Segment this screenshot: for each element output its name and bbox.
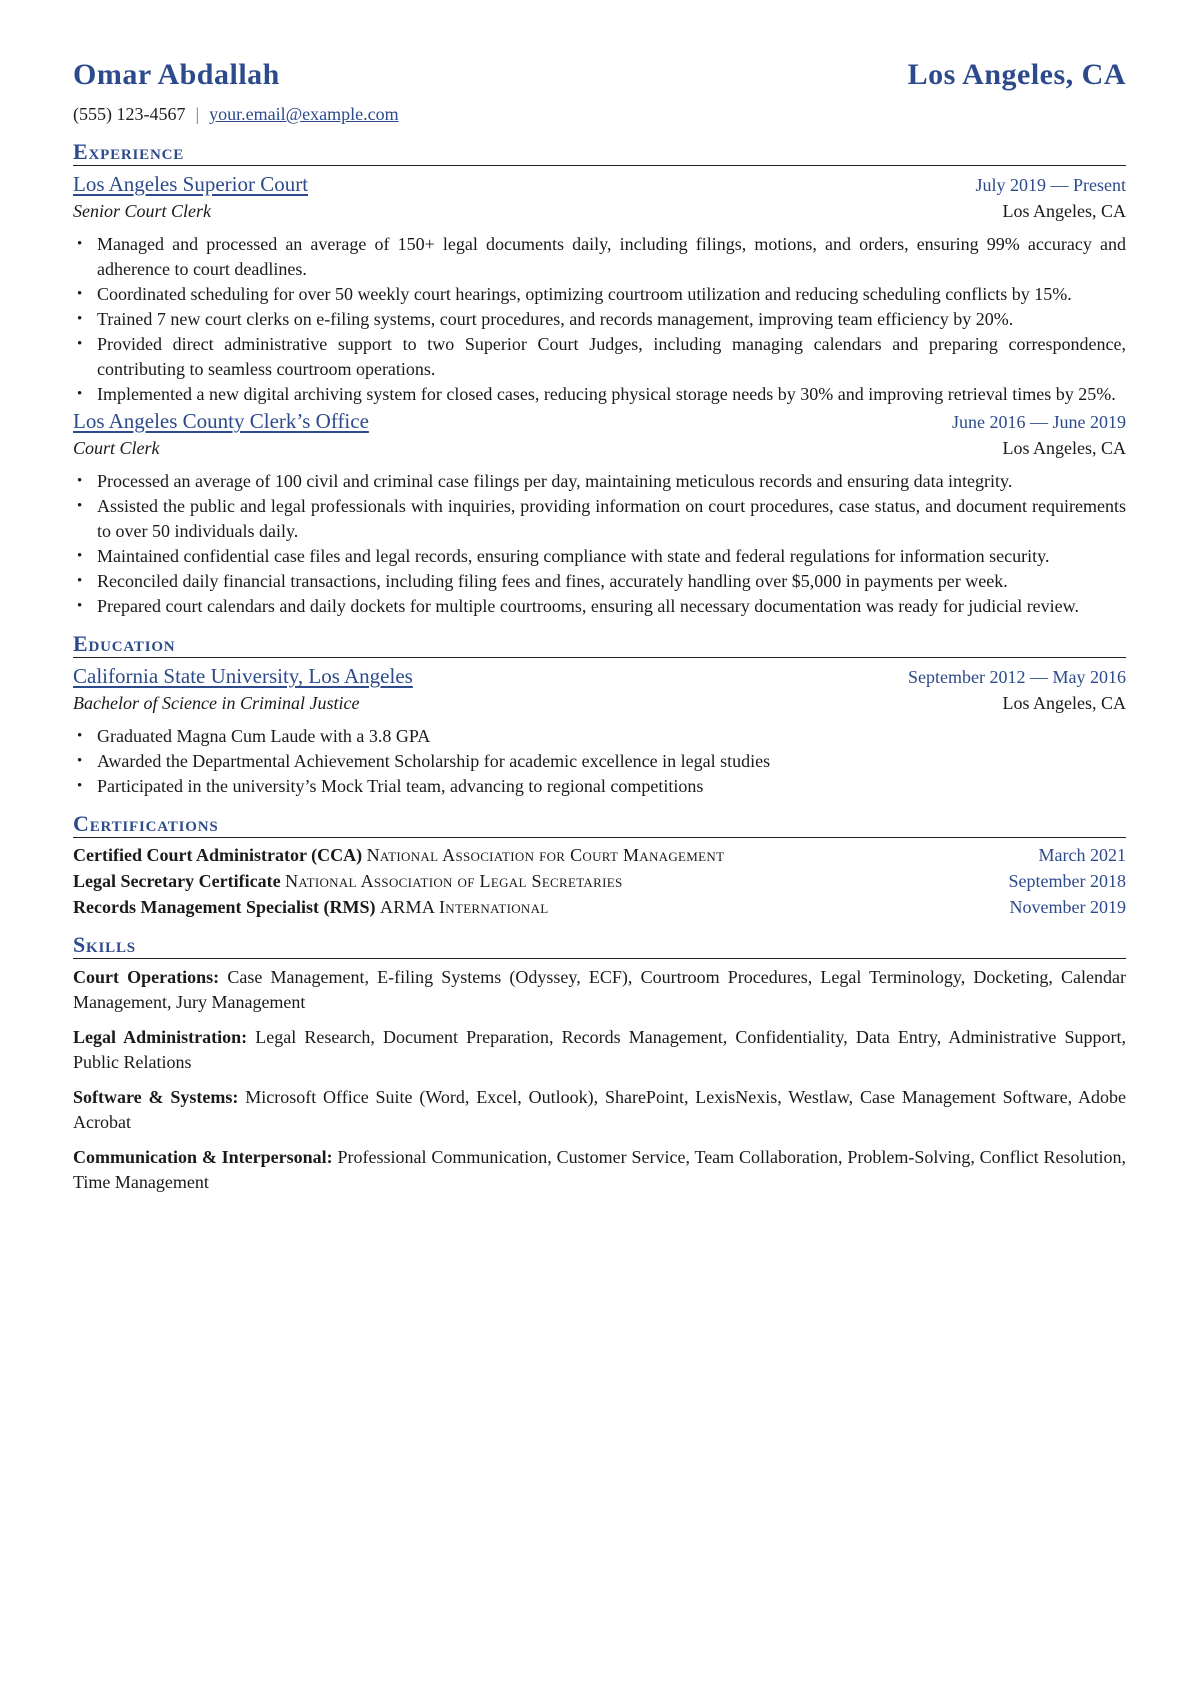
skill-group [73,965,1126,1015]
certification-issuer: National Association of Legal Secretaries [285,871,623,891]
degree: Bachelor of Science in Criminal Justice [73,693,360,713]
certification-date: September 2018 [1008,871,1126,891]
certification-name: Legal Secretary Certificate [73,871,281,891]
list-item: • Implemented a new digital archiving system for closed cases, reducing physical storage needs by 30% and improving retrieval times by 25%. [73,382,1126,407]
certification-row [73,894,1126,920]
list-item: • Managed and processed an average of 150+ legal documents daily, including filings, motions, and orders, ensuring 99% accuracy and adherence to court deadlines. [73,232,1126,282]
skill-items: Case Management, E-filing Systems (Odyssey, ECF), Courtroom Procedures, Legal Terminology, Docketing, Calendar Management, Jury Management [73,967,1127,1012]
employment-dates: June 2016 — June 2019 [952,412,1126,432]
skill-category: Legal Administration: [73,1027,248,1047]
school-location: Los Angeles, CA [1002,693,1126,713]
list-item: • Provided direct administrative support to two Superior Court Judges, including managing calendars and preparing correspondence, contributing to seamless courtroom operations. [73,332,1126,382]
skill-category: Court Operations: [73,967,220,987]
phone-number: (555) 123-4567 [73,104,186,124]
certification-list [73,842,1126,920]
candidate-location: Los Angeles, CA [907,58,1126,91]
certification-row [73,842,1126,868]
skills-list [73,965,1126,1195]
experience-entry [73,172,1126,407]
achievement-list [73,469,1126,619]
skill-items: Legal Research, Document Preparation, Records Management, Confidentiality, Data Entry, Administrative Support, Public Relations [73,1027,1126,1072]
list-item: • Prepared court calendars and daily dockets for multiple courtrooms, ensuring all necessary documentation was ready for judicial review. [73,594,1126,619]
certification-row [73,868,1126,894]
list-item: • Trained 7 new court clerks on e-filing systems, court procedures, and records management, improving team efficiency by 20%. [73,307,1126,332]
list-item: • Processed an average of 100 civil and criminal case filings per day, maintaining meticulous records and ensuring data integrity. [73,469,1126,494]
skill-category: Software & Systems: [73,1087,239,1107]
section-title-education: Education [73,631,1126,658]
certification-issuer: ARMA International [379,897,549,917]
list-item: • Maintained confidential case files and legal records, ensuring compliance with state and federal regulations for information security. [73,544,1126,569]
certification-date: November 2019 [1009,897,1126,917]
list-item: • Assisted the public and legal professionals with inquiries, providing information on court procedures, case status, and document requirements to over 50 individuals daily. [73,494,1126,544]
job-location: Los Angeles, CA [1002,438,1126,458]
section-title-certifications: Certifications [73,811,1126,838]
employer-link[interactable]: Los Angeles County Clerk’s Office [73,409,369,433]
employment-dates: July 2019 — Present [975,175,1126,195]
certification-name: Records Management Specialist (RMS) [73,897,376,917]
skill-group [73,1145,1126,1195]
skill-category: Communication & Interpersonal: [73,1147,333,1167]
skill-items: Professional Communication, Customer Service, Team Collaboration, Problem-Solving, Conflict Resolution, Time Management [73,1147,1126,1192]
certification-issuer: National Association for Court Management [366,845,725,865]
list-item: • Graduated Magna Cum Laude with a 3.8 GPA [73,724,1126,749]
certification-name: Certified Court Administrator (CCA) [73,845,363,865]
skill-items: Microsoft Office Suite (Word, Excel, Outlook), SharePoint, LexisNexis, Westlaw, Case Management Software, Adobe Acrobat [73,1087,1126,1132]
education-entry [73,664,1126,799]
email-link[interactable]: your.email@example.com [209,104,399,124]
contact-line [73,104,1126,125]
candidate-name: Omar Abdallah [73,58,280,91]
list-item: • Coordinated scheduling for over 50 weekly court hearings, optimizing courtroom utilization and reducing scheduling conflicts by 15%. [73,282,1126,307]
job-title: Court Clerk [73,438,160,458]
job-title: Senior Court Clerk [73,201,211,221]
list-item: • Reconciled daily financial transactions, including filing fees and fines, accurately handling over $5,000 in payments per week. [73,569,1126,594]
skill-group [73,1025,1126,1075]
education-highlights [73,724,1126,799]
skill-group [73,1085,1126,1135]
employer-link[interactable]: Los Angeles Superior Court [73,172,309,196]
education-dates: September 2012 — May 2016 [908,667,1126,687]
experience-entry [73,409,1126,619]
section-title-experience: Experience [73,139,1126,166]
achievement-list [73,232,1126,407]
list-item: • Awarded the Departmental Achievement Scholarship for academic excellence in legal studies [73,749,1126,774]
certification-date: March 2021 [1038,845,1126,865]
job-location: Los Angeles, CA [1002,201,1126,221]
resume-page [73,58,1126,1195]
school-link[interactable]: California State University, Los Angeles [73,664,413,688]
section-title-skills: Skills [73,932,1126,959]
contact-separator: | [195,104,200,124]
resume-header [73,58,1126,92]
list-item: • Participated in the university’s Mock Trial team, advancing to regional competitions [73,774,1126,799]
